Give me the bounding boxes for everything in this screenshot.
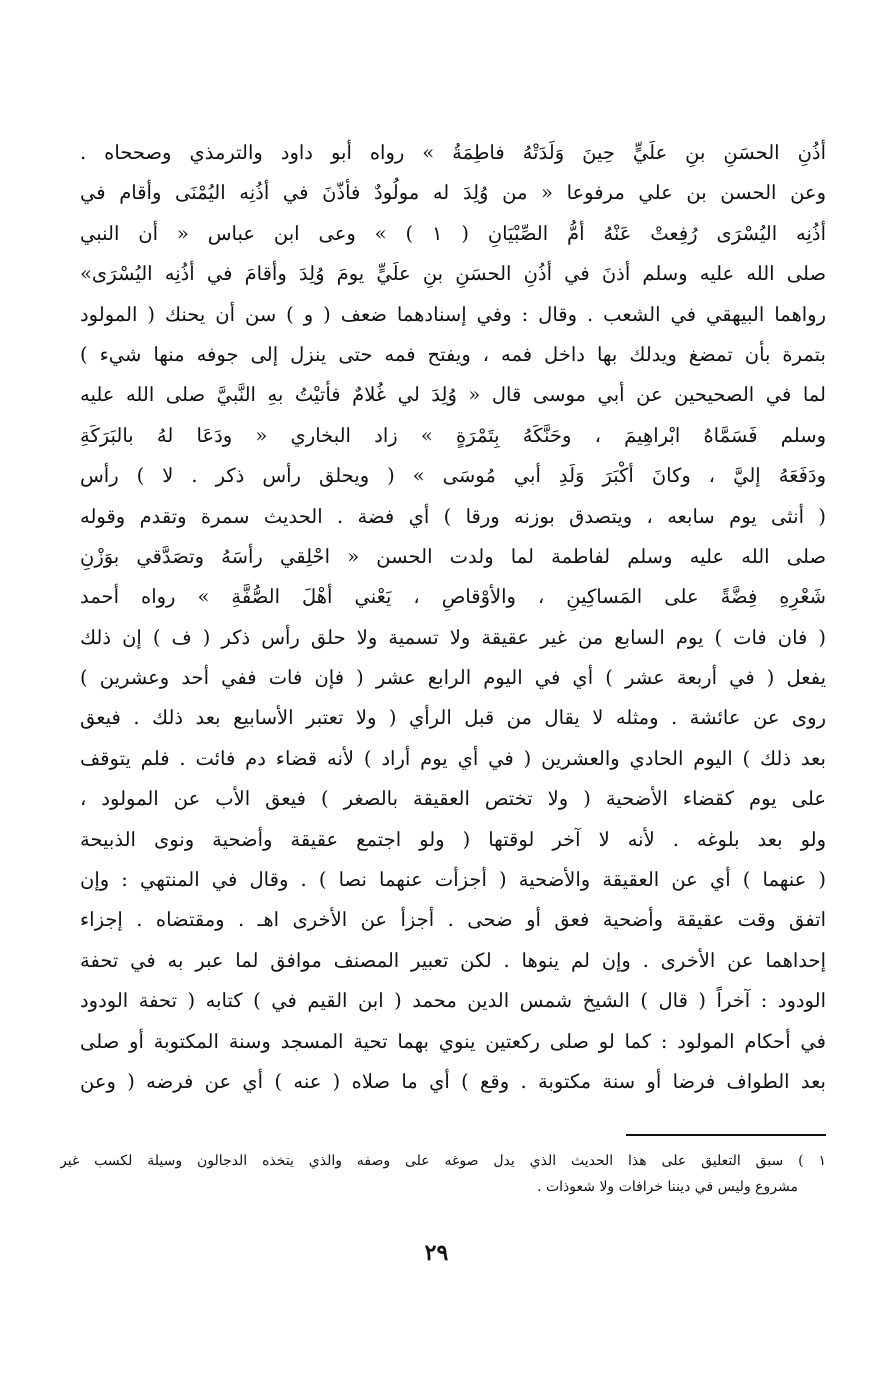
text-line: ( عنهما ) أي عن العقيقة والأضحية ( أجزأت عنهما نصا ) . وقال في المنتهي : وإن: [80, 868, 826, 892]
page-number: ٢٩: [424, 1240, 449, 1266]
text-line: أذُنِه اليُسْرَى رُفِعتْ عَنْهُ أمُّ الصِّبْيَانِ ( ١ ) » وعى ابن عباس « أن النبي: [80, 221, 826, 245]
text-line: أذُنِ الحسَنِ بنِ علَيٍّ حِينَ وَلَدَتْهُ فاطِمَةُ » رواه أبو داود والترمذي وصححاه .: [80, 141, 826, 164]
footnote-line: مشروع وليس في ديننا خرافات ولا شعوذات .: [537, 1179, 798, 1195]
text-line: ( فان فات ) يوم السابع من غير عقيقة ولا تسمية ولا حلق رأس ذكر ( ف ) إن ذلك: [80, 625, 826, 649]
text-line: يفعل ( في أربعة عشر ) أي في اليوم الرابع عشر ( فإن فات ففي أحد وعشرين ): [80, 666, 826, 690]
text-line: وعن الحسن بن علي مرفوعا « من وُلِدَ له مولُودٌ فأذّنَ في أذُنِه اليُمْنَى وأقام في: [80, 181, 826, 205]
footnote-separator: [626, 1134, 826, 1136]
text-line: لما في الصحيحين عن أبي موسى قال « وُلِدَ لي غُلامٌ فأتيْتُ بهِ النَّبيَّ صلى الله عليه: [80, 383, 826, 407]
text-line: صلى الله عليه وسلم أذنَ في أذُنِ الحسَنِ بنِ علَيٍّ يومَ وُلِدَ وأقامَ في أذُنِه اليُسْرَى»: [80, 262, 826, 286]
text-line: بعد ذلك ) اليوم الحادي والعشرين ( في أي يوم أراد ) لأنه قضاء دم فائت . فلم يتوقف: [80, 746, 826, 770]
text-line: إحداهما عن الأخرى . وإن لم ينوها . لكن تعبير المصنف موافق لما عبر به في تحفة: [80, 948, 826, 972]
footnote: [60, 1148, 826, 1200]
main-text-block: [80, 133, 826, 1102]
text-line: بعد الطواف فرضا أو سنة مكتوبة . وقع ) أي ما صلاه ( عنه ) أي عن فرضه ( وعن: [80, 1069, 826, 1093]
text-line: اتفق وقت عقيقة وأضحية فعق أو ضحى . أجزأ عن الأخرى اهـ . ومقتضاه . إجزاء: [80, 908, 826, 932]
text-line: ( أنثى يوم سابعه ، ويتصدق بوزنه ورقا ) أي فضة . الحديث سمرة وتقدم وقوله: [80, 504, 826, 528]
text-line: وسلم فَسَمَّاهُ ابْراهِيمَ ، وحَنَّكَهُ بِتَمْرَةٍ » زاد البخاري « ودَعَا لهُ بالبَرَكَةِ: [80, 423, 826, 447]
text-line: الودود : آخراً ( قال ) الشيخ شمس الدين محمد ( ابن القيم في ) كتابه ( تحفة الودود: [80, 989, 826, 1013]
text-line: ولو بعد بلوغه . لأنه لا آخر لوقتها ( ولو اجتمع عقيقة وأضحية ونوى الذبيحة: [80, 827, 826, 851]
text-line: بتمرة بأن تمضغ ويدلك بها داخل فمه ، ويفتح فمه حتى ينزل إلى جوفه منها شيء ): [80, 342, 826, 366]
text-line: صلى الله عليه وسلم لفاطمة لما ولدت الحسن « احْلِقي رأسَهُ وتصَدَّقي بوَزْنِ: [80, 544, 826, 568]
text-line: رواهما البيهقي في الشعب . وقال : وفي إسنادهما ضعف ( و ) سن أن يحنك ( المولود: [80, 302, 826, 326]
text-line: على يوم كقضاء الأضحية ( ولا تختص العقيقة بالصغر ) فيعق الأب عن المولود ،: [80, 787, 826, 811]
text-line: روى عن عائشة . ومثله لا يقال من قبل الرأي ( ولا تعتبر الأسابيع بعد ذلك . فيعق: [80, 706, 826, 730]
text-line: في أحكام المولود : كما لو صلى ركعتين ينوي بهما تحية المسجد وسنة المكتوبة أو صلى: [80, 1029, 826, 1053]
text-line: شَعْرِهِ فِضَّةً على المَساكِينِ ، والأوْقاصِ ، يَعْني أهْلَ الصُّفَّةِ » رواه أحمد: [80, 585, 826, 609]
footnote-line: ١ ) سبق التعليق على هذا الحديث الذي يدل صوغه على وصفه والذي يتخذه الدجالون وسيلة لكسب غير: [60, 1153, 826, 1169]
text-line: ودَفَعَهُ إليَّ ، وكانَ أكْبَرَ وَلَدِ أبي مُوسَى » ( ويحلق رأس ذكر . لا ) رأس: [80, 464, 826, 488]
